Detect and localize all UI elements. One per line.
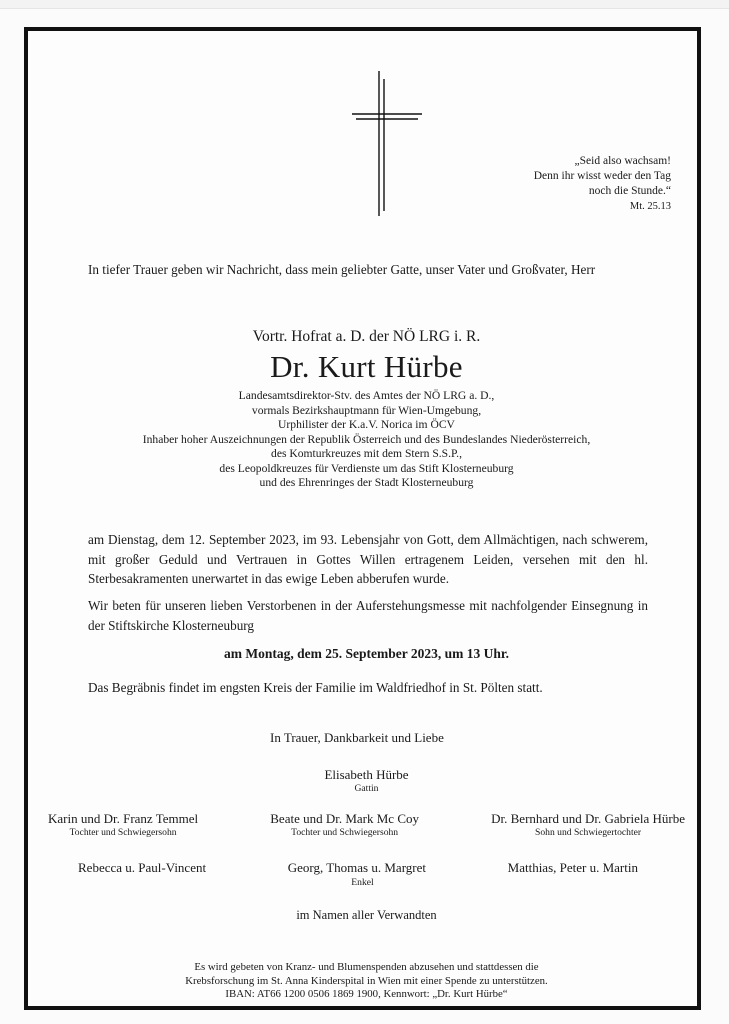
deceased-pre-title: Vortr. Hofrat a. D. der NÖ LRG i. R. xyxy=(252,328,481,345)
grandchildren-group: Matthias, Peter u. Martin xyxy=(507,860,638,875)
deceased-honors xyxy=(58,389,675,491)
child-names: Karin und Dr. Franz Temmel xyxy=(48,811,199,826)
grandchildren-role: Enkel xyxy=(351,877,374,888)
quote-line: „Seid also wachsam! xyxy=(574,155,671,167)
child-role: Tochter und Schwiegersohn xyxy=(291,827,399,838)
honor-line: und des Ehrenringes der Stadt Klosterneuburg xyxy=(259,476,474,489)
honor-line: vormals Bezirkshauptmann für Wien-Umgebung, xyxy=(251,403,482,417)
footer-line: IBAN: AT66 1200 0506 1869 1900, Kennwort: „Dr. Kurt Hürbe“ xyxy=(225,988,508,1000)
footer-line: Krebsforschung im St. Anna Kinderspital in Wien mit einer Spende zu unterstützen. xyxy=(185,974,548,987)
child-names: Beate und Dr. Mark Mc Coy xyxy=(270,811,420,826)
ceremony-date: am Montag, dem 25. September 2023, um 13 Uhr. xyxy=(224,646,509,661)
obituary-frame xyxy=(24,27,701,1010)
grandchildren-group: Georg, Thomas u. Margret xyxy=(287,860,427,875)
deceased-block xyxy=(58,327,675,491)
mass-notice: Wir beten für unseren lieben Verstorbenen in der Auferstehungsmesse mit nachfolgender Einsegnung in der Stiftskirche Klosterneuburg xyxy=(88,598,648,633)
honor-line: des Komturkreuzes mit dem Stern S.S.P., xyxy=(271,447,462,460)
widow-block xyxy=(58,767,675,795)
cross-icon xyxy=(346,71,426,216)
quote-line: Denn ihr wisst weder den Tag xyxy=(533,170,671,182)
footer-line: Es wird gebeten von Kranz- und Blumenspenden abzusehen und stattdessen die xyxy=(194,961,539,973)
child-entry xyxy=(48,811,198,839)
closing-line: In Trauer, Dankbarkeit und Liebe xyxy=(270,730,444,745)
paper-edge xyxy=(0,0,729,9)
honor-line: Landesamtsdirektor-Stv. des Amtes der NÖ LRG a. D., xyxy=(238,389,495,402)
child-role: Tochter und Schwiegersohn xyxy=(69,827,177,838)
quote-reference: Mt. 25.13 xyxy=(629,201,671,212)
widow-name: Elisabeth Hürbe xyxy=(324,767,409,782)
honor-line: Urphilister der K.a.V. Norica im ÖCV xyxy=(278,418,455,431)
deceased-name: Dr. Kurt Hürbe xyxy=(270,349,463,384)
death-notice: am Dienstag, dem 12. September 2023, im 93. Lebensjahr von Gott, dem Allmächtigen, nach schwerem, mit großer Geduld und Vertrauen in Gottes Willen ertragenem Leiden, versehen mit den hl. Sterbesakramenten unerwartet in das ewige Leben abberufen wurde. xyxy=(88,532,648,586)
child-role: Sohn und Schwiegertochter xyxy=(535,827,642,838)
intro-text: In tiefer Trauer geben wir Nachricht, dass mein geliebter Gatte, unser Vater und Großvater, Herr xyxy=(88,262,596,277)
bible-quote xyxy=(534,154,671,214)
donation-footer xyxy=(58,961,675,1002)
honor-line: des Leopoldkreuzes für Verdienste um das Stift Klosterneuburg xyxy=(219,461,514,475)
grandchildren-group: Rebecca u. Paul-Vincent xyxy=(78,860,207,875)
quote-line: noch die Stunde.“ xyxy=(588,185,671,197)
child-names: Dr. Bernhard und Dr. Gabriela Hürbe xyxy=(491,811,685,826)
relatives-line: im Namen aller Verwandten xyxy=(296,908,437,922)
children-row xyxy=(48,811,685,839)
honor-line: Inhaber hoher Auszeichnungen der Republik Österreich und des Bundeslandes Niederösterreich, xyxy=(142,432,591,446)
child-entry xyxy=(491,811,685,839)
child-entry xyxy=(270,811,419,839)
grandchildren-row xyxy=(78,860,638,876)
burial-notice: Das Begräbnis findet im engsten Kreis der Familie im Waldfriedhof in St. Pölten statt. xyxy=(88,680,543,695)
widow-role: Gattin xyxy=(354,783,379,794)
